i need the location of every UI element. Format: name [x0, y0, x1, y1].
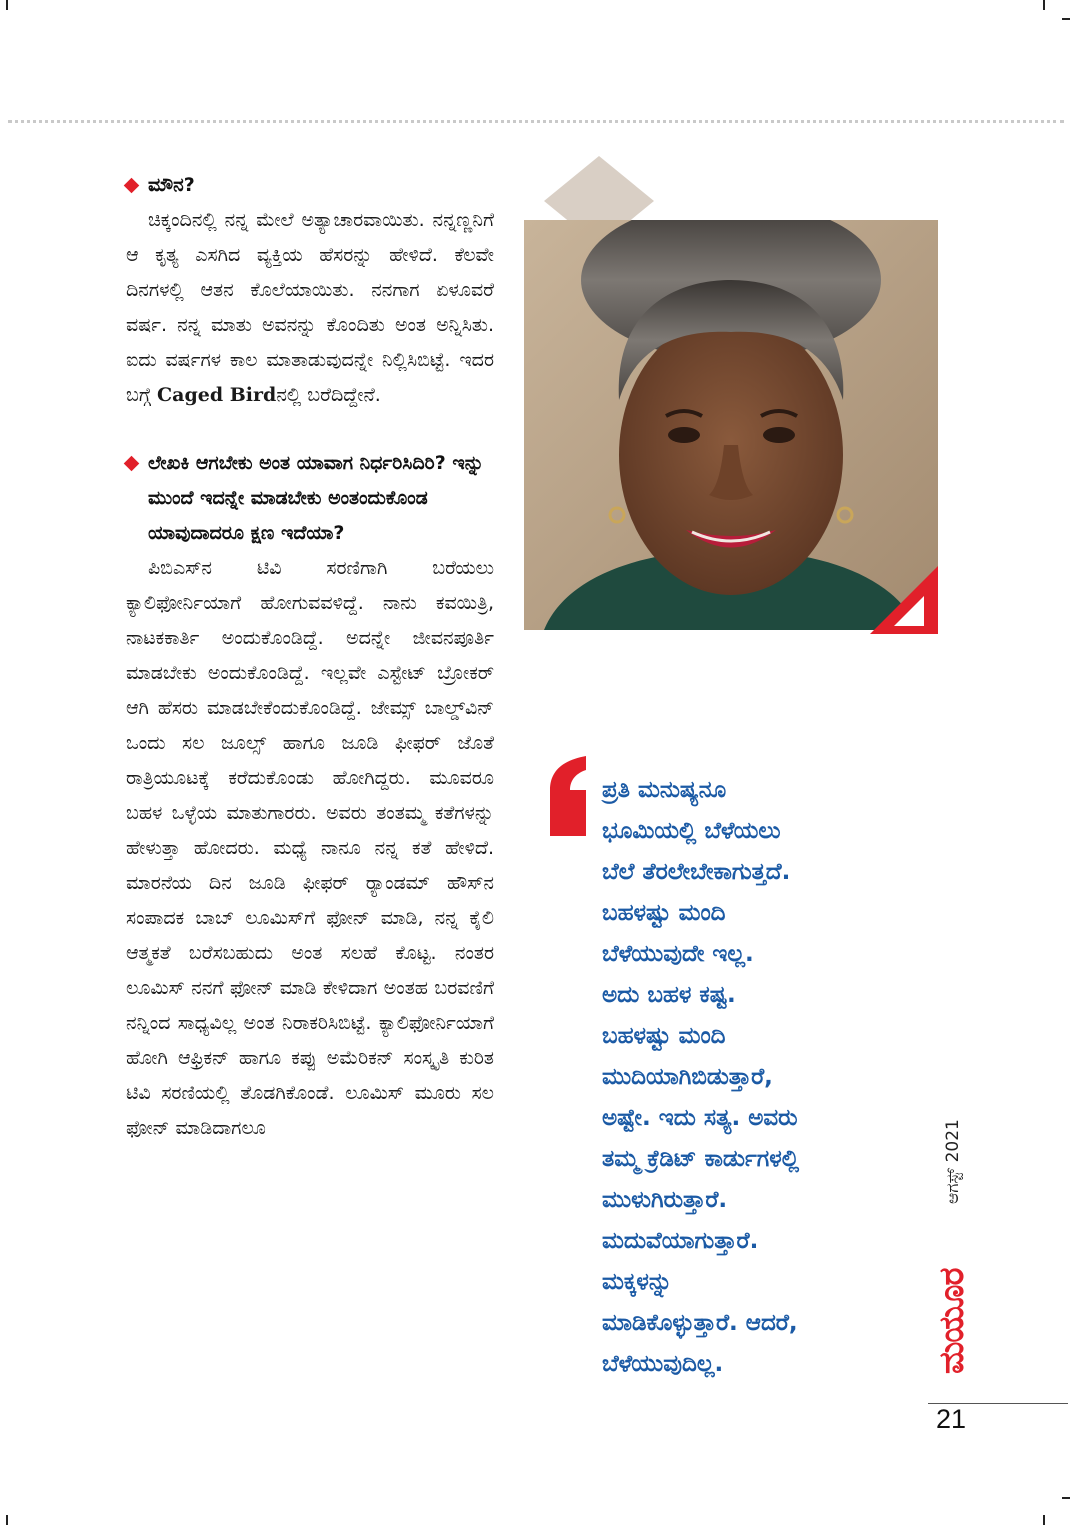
opening-quote-mark-icon — [546, 756, 590, 836]
crop-mark-top-right — [1043, 0, 1045, 10]
pull-quote-line: ಮಕ್ಕಳನ್ನು — [602, 1269, 673, 1295]
pull-quote-line: ಅದು ಬಹಳ ಕಷ್ಟ. — [602, 982, 736, 1008]
question-1 — [126, 168, 494, 203]
pull-quote-line: ಅಷ್ಟೇ. ಇದು ಸತ್ಯ. ಅವರು — [602, 1105, 798, 1131]
pull-quote — [602, 770, 902, 1385]
pull-quote-line: ಭೂಮಿಯಲ್ಲಿ ಬೆಳೆಯಲು — [602, 818, 781, 844]
top-dotted-rule — [8, 120, 1064, 123]
issue-date — [935, 1118, 995, 1208]
crop-mark-top-left — [6, 0, 8, 10]
masthead-text: ಮಯೂರ — [932, 1268, 972, 1374]
pull-quote-line: ಮಾಡಿಕೊಳ್ಳುತ್ತಾರೆ. ಆದರೆ, — [602, 1310, 798, 1336]
crop-mark-bottom-right — [1043, 1515, 1045, 1525]
pull-quote-line: ಮದುವೆಯಾಗುತ್ತಾರೆ. — [602, 1228, 759, 1254]
portrait-photo-frame — [524, 156, 944, 636]
question-2-text: ಲೇಖಕಿ ಆಗಬೇಕು ಅಂತ ಯಾವಾಗ ನಿರ್ಧರಿಸಿದಿರಿ? ಇನ್ನು ಮುಂದೆ ಇದನ್ನೇ ಮಾಡಬೇಕು ಅಂತಂದುಕೊಂಡ ಯಾವುದಾದರೂ ಕ್ಷಣ ಇದೆಯಾ? — [148, 452, 484, 544]
page-number: 21 — [936, 1404, 967, 1434]
red-corner-decoration — [870, 566, 940, 636]
pull-quote-line: ಮುದಿಯಾಗಿಬಿಡುತ್ತಾರೆ, — [602, 1064, 773, 1090]
pull-quote-line: ತಮ್ಮ ಕ್ರೆಡಿಟ್ ಕಾರ್ಡುಗಳಲ್ಲಿ — [602, 1146, 800, 1172]
answer-1-text-post: ನಲ್ಲಿ ಬರೆದಿದ್ದೇನೆ. — [276, 384, 381, 406]
crop-mark-top-right-h — [1062, 18, 1070, 20]
pull-quote-line: ಬೆಳೆಯುವುದಿಲ್ಲ. — [602, 1351, 724, 1377]
answer-1 — [126, 203, 494, 413]
pull-quote-line: ಬಹಳಷ್ಟು ಮಂದಿ — [602, 1023, 726, 1049]
pull-quote-line: ಪ್ರತಿ ಮನುಷ್ಯನೂ — [602, 777, 727, 803]
crop-mark-bottom-left — [6, 1515, 8, 1525]
pull-quote-line: ಬಹಳಷ್ಟು ಮಂದಿ — [602, 900, 726, 926]
pull-quote-line: ಮುಳುಗಿರುತ್ತಾರೆ. — [602, 1187, 728, 1213]
book-title: Caged Bird — [157, 384, 277, 406]
pull-quote-line: ಬೆಳೆಯುವುದೇ ಇಲ್ಲ. — [602, 941, 754, 967]
red-diamond-bullet-icon — [124, 178, 140, 194]
article-column — [126, 168, 494, 1146]
answer-2: ಪಿಬಿಎಸ್‌ನ ಟಿವಿ ಸರಣಿಗಾಗಿ ಬರೆಯಲು ಕ್ಯಾಲಿಫೋರ್ನಿಯಾಗೆ ಹೋಗುವವಳಿದ್ದೆ. ನಾನು ಕವಯಿತ್ರಿ, ನಾಟಕಕಾರ್ತಿ ಅಂದುಕೊಂಡಿದ್ದೆ. ಅದನ್ನೇ ಜೀವನಪೂರ್ತಿ ಮಾಡಬೇಕು ಅಂದುಕೊಂಡಿದ್ದೆ. ಇಲ್ಲವೇ ಎಸ್ಟೇಟ್ ಬ್ರೋಕರ್ ಆಗಿ ಹೆಸರು ಮಾಡಬೇಕೆಂದುಕೊಂಡಿದ್ದೆ. ಜೇಮ್ಸ್ ಬಾಲ್ಡ್‌ವಿನ್ ಒಂದು ಸಲ ಜೂಲ್ಸ್ ಹಾಗೂ ಜೂಡಿ ಫೀಫರ್ ಜೊತೆ ರಾತ್ರಿಯೂಟಕ್ಕೆ ಕರೆದುಕೊಂಡು ಹೋಗಿದ್ದರು. ಮೂವರೂ ಬಹಳ ಒಳ್ಳೆಯ ಮಾತುಗಾರರು. ಅವರು ತಂತಮ್ಮ ಕತೆಗಳನ್ನು ಹೇಳುತ್ತಾ ಹೋದರು. ಮಧ್ಯೆ ನಾನೂ ನನ್ನ ಕತೆ ಹೇಳಿದೆ. ಮಾರನೆಯ ದಿನ ಜೂಡಿ ಫೀಫರ್ ರ‍್ಯಾಂಡಮ್ ಹೌಸ್‌ನ ಸಂಪಾದಕ ಬಾಬ್ ಲೂಮಿಸ್‌ಗೆ ಫೋನ್ ಮಾಡಿ, ನನ್ನ ಕೈಲಿ ಆತ್ಮಕತೆ ಬರೆಸಬಹುದು ಅಂತ ಸಲಹೆ ಕೊಟ್ಟ. ನಂತರ ಲೂಮಿಸ್ ನನಗೆ ಫೋನ್ ಮಾಡಿ ಕೇಳಿದಾಗ ಅಂತಹ ಬರವಣಿಗೆ ನನ್ನಿಂದ ಸಾಧ್ಯವಿಲ್ಲ ಅಂತ ನಿರಾಕರಿಸಿಬಿಟ್ಟೆ. ಕ್ಯಾಲಿಫೋರ್ನಿಯಾಗೆ ಹೋಗಿ ಆಫ್ರಿಕನ್ ಹಾಗೂ ಕಪ್ಪು ಅಮೆರಿಕನ್ ಸಂಸ್ಕೃತಿ ಕುರಿತ ಟಿವಿ ಸರಣಿಯಲ್ಲಿ ತೊಡಗಿಕೊಂಡೆ. ಲೂಮಿಸ್ ಮೂರು ಸಲ ಫೋನ್ ಮಾಡಿದಾಗಲೂ — [126, 557, 494, 1139]
crop-mark-bottom-right-h — [1062, 1497, 1070, 1499]
question-2 — [126, 446, 494, 551]
issue-date-text: ಆಗಸ್ಟ್ 2021 — [943, 1119, 963, 1204]
magazine-masthead — [928, 1228, 972, 1376]
red-diamond-bullet-icon — [124, 456, 140, 472]
answer-1-text-pre: ಚಿಕ್ಕಂದಿನಲ್ಲಿ ನನ್ನ ಮೇಲೆ ಅತ್ಯಾಚಾರವಾಯಿತು. ನನ್ನಣ್ಣನಿಗೆ ಆ ಕೃತ್ಯ ಎಸಗಿದ ವ್ಯಕ್ತಿಯ ಹೆಸರನ್ನು ಹೇಳಿದೆ. ಕೆಲವೇ ದಿನಗಳಲ್ಲಿ ಆತನ ಕೊಲೆಯಾಯಿತು. ನನಗಾಗ ಏಳೂವರೆ ವರ್ಷ. ನನ್ನ ಮಾತು ಅವನನ್ನು ಕೊಂದಿತು ಅಂತ ಅನ್ನಿಸಿತು. ಐದು ವರ್ಷಗಳ ಕಾಲ ಮಾತಾಡುವುದನ್ನೇ ನಿಲ್ಲಿಸಿಬಿಟ್ಟೆ. ಇದರ ಬಗ್ಗೆ — [126, 209, 494, 406]
pull-quote-line: ಬೆಲೆ ತೆರಲೇಬೇಕಾಗುತ್ತದೆ. — [602, 859, 791, 885]
question-1-text: ಮೌನ? — [148, 174, 195, 196]
